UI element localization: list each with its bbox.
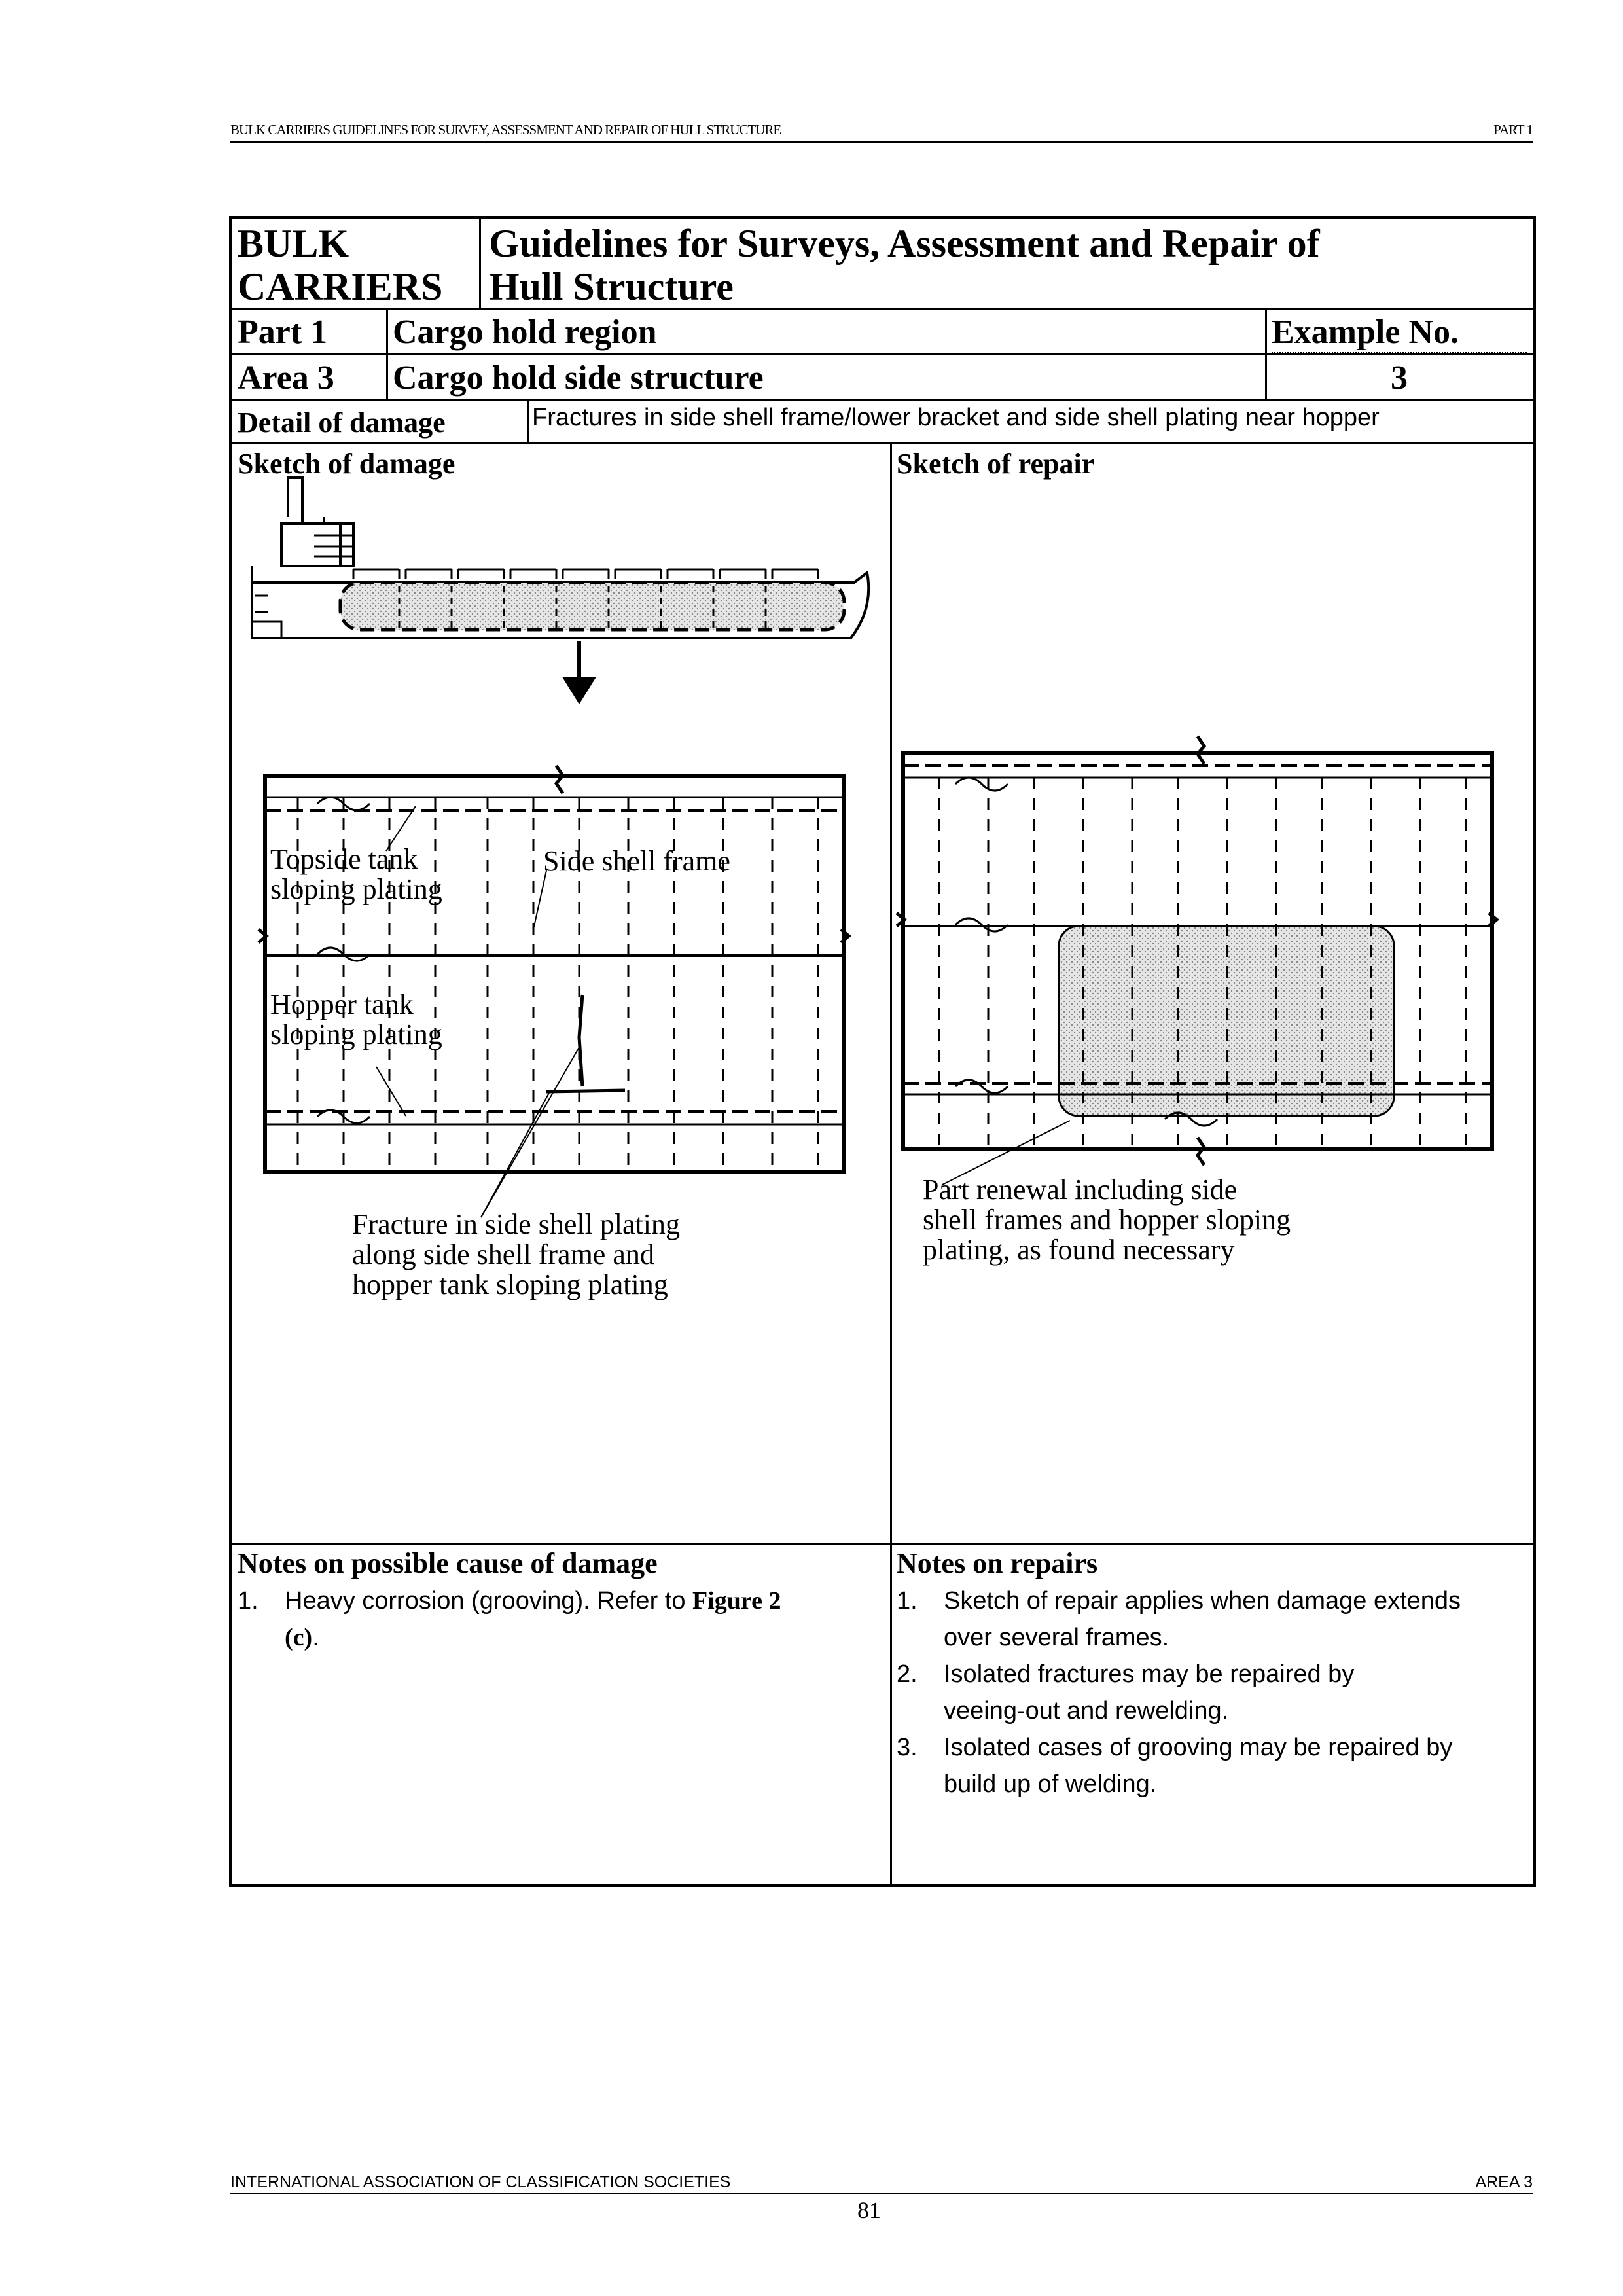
document-title: Guidelines for Surveys, Assessment and Repair of Hull Structure [489,222,1320,308]
label-hopper-tank [270,990,442,1050]
label-line: sloping plating [270,1018,442,1050]
label-line: sloping plating [270,873,442,905]
note-text: over several frames. [944,1624,1169,1651]
label-line: along side shell frame and [352,1238,654,1270]
footer-area: AREA 3 [1475,2173,1533,2191]
note-number: 1. [897,1587,918,1615]
footer-org: INTERNATIONAL ASSOCIATION OF CLASSIFICATION SOCIETIES [230,2173,731,2191]
detail-of-damage-label: Detail of damage [238,406,446,439]
label-topside-tank [270,844,442,905]
note-text: Isolated cases of grooving may be repaired by [944,1734,1453,1761]
detail-of-damage-value: Fractures in side shell frame/lower bracket and side shell plating near hopper [532,404,1380,431]
org-label: BULK CARRIERS [238,222,443,308]
note-number: 2. [897,1660,918,1688]
down-arrow-icon [563,641,596,704]
label-line: Fracture in side shell plating [352,1208,680,1240]
note-text: build up of welding. [944,1770,1157,1798]
label-part-renewal [923,1175,1291,1265]
footer [230,2173,1533,2194]
running-header-part: PART 1 [1493,122,1533,137]
label-line: shell frames and hopper sloping [923,1204,1291,1236]
page-number: 81 [857,2197,881,2223]
repair-panel [897,736,1497,1185]
label-line: Hopper tank [270,988,414,1020]
part-label: Part 1 [238,314,328,351]
ship-profile [252,478,868,638]
figure-reference: Figure 2 [692,1587,781,1615]
label-line: hopper tank sloping plating [352,1268,668,1300]
example-number: 3 [1391,359,1408,397]
running-header-title: BULK CARRIERS GUIDELINES FOR SURVEY, ASSESSMENT AND REPAIR OF HULL STRUCTURE [230,122,781,137]
note-text: Isolated fractures may be repaired by [944,1660,1355,1688]
note-number: 1. [238,1587,259,1615]
part-value: Cargo hold region [393,314,657,351]
notes-cause-title: Notes on possible cause of damage [238,1547,658,1579]
label-line: Part renewal including side [923,1174,1238,1206]
sketch-of-damage-title: Sketch of damage [238,448,455,480]
note-text: Heavy corrosion (grooving). Refer to [285,1587,693,1615]
note-text: veeing-out and rewelding. [944,1697,1229,1725]
area-label: Area 3 [238,359,334,397]
label-line: Topside tank [270,843,418,875]
note-punct: . [312,1624,319,1651]
label-side-shell-frame: Side shell frame [543,845,730,877]
notes-repairs-title: Notes on repairs [897,1547,1098,1579]
label-line: plating, as found necessary [923,1234,1235,1266]
note-number: 3. [897,1734,918,1761]
example-label: Example No. [1272,313,1527,353]
figure-reference-sub: (c) [285,1624,313,1651]
area-value: Cargo hold side structure [393,359,764,397]
sketch-of-repair-title: Sketch of repair [897,448,1095,480]
label-fracture [352,1210,680,1300]
note-text: Sketch of repair applies when damage extends [944,1587,1461,1615]
